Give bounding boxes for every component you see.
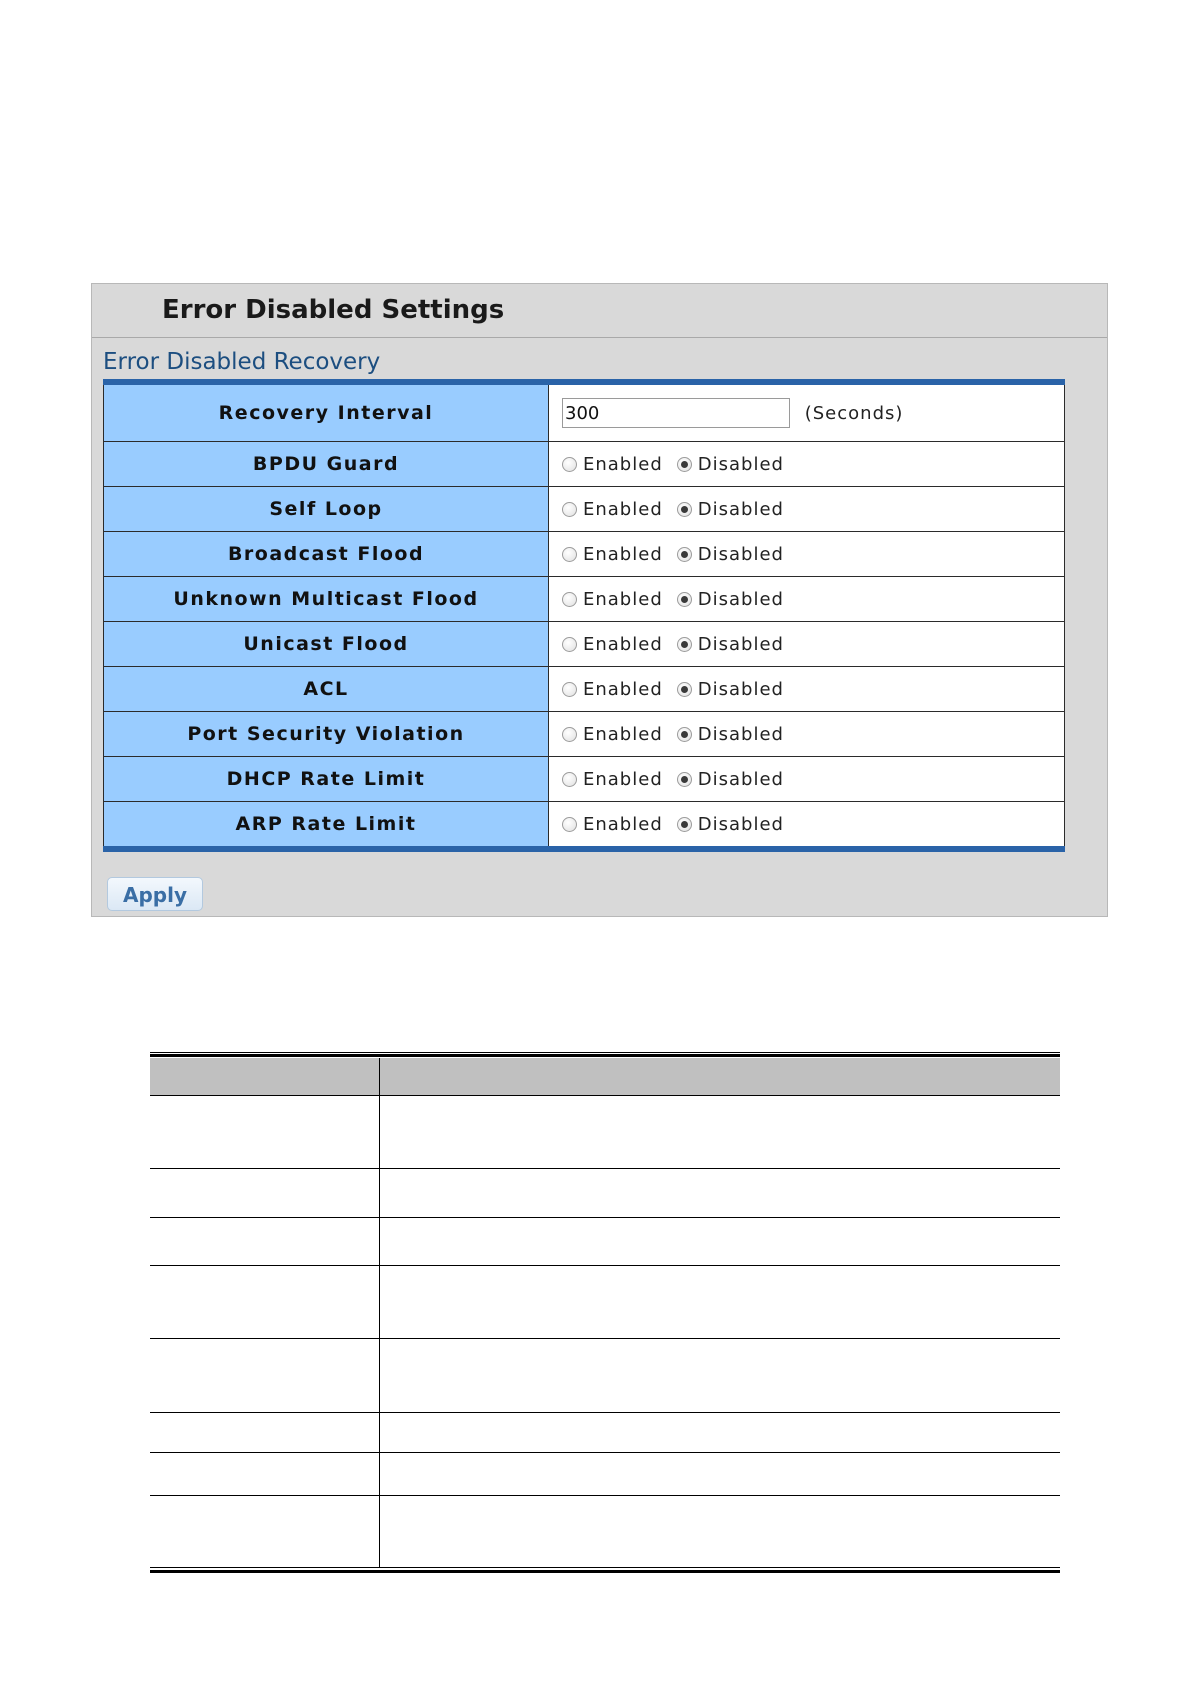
disabled-option-label: Disabled — [697, 498, 784, 520]
recovery-interval-cell — [549, 382, 1065, 442]
table-row — [104, 667, 1065, 712]
setting-label: Unknown Multicast Flood — [104, 577, 549, 622]
unit-label: (Seconds) — [804, 402, 904, 424]
table-row — [104, 802, 1065, 850]
table-bottom-rule — [150, 1567, 1060, 1568]
setting-options-cell — [549, 757, 1065, 802]
recovery-interval-input[interactable] — [562, 398, 790, 428]
disabled-option-label: Disabled — [697, 633, 784, 655]
setting-label: ACL — [104, 667, 549, 712]
disabled-radio[interactable] — [677, 682, 692, 697]
disabled-option-label: Disabled — [697, 453, 784, 475]
enabled-radio[interactable] — [562, 592, 577, 607]
section-title: Error Disabled Recovery — [103, 349, 381, 375]
setting-label: Port Security Violation — [104, 712, 549, 757]
enabled-option-label: Enabled — [583, 543, 663, 565]
table-row — [104, 487, 1065, 532]
disabled-option-label: Disabled — [697, 678, 784, 700]
enabled-radio[interactable] — [562, 727, 577, 742]
table-row — [104, 442, 1065, 487]
setting-options-cell — [549, 622, 1065, 667]
enabled-option-label: Enabled — [583, 768, 663, 790]
disabled-option-label: Disabled — [697, 768, 784, 790]
column-divider — [379, 1058, 380, 1567]
table-top-rule-thick — [150, 1054, 1060, 1057]
table-row — [104, 622, 1065, 667]
setting-options-cell — [549, 667, 1065, 712]
setting-options-cell — [549, 712, 1065, 757]
enabled-radio[interactable] — [562, 817, 577, 832]
row-divider — [150, 1338, 1060, 1339]
recovery-settings-table — [103, 379, 1065, 852]
setting-label: Unicast Flood — [104, 622, 549, 667]
row-divider — [150, 1095, 1060, 1096]
disabled-radio[interactable] — [677, 727, 692, 742]
enabled-option-label: Enabled — [583, 588, 663, 610]
setting-options-cell — [549, 802, 1065, 850]
disabled-option-label: Disabled — [697, 723, 784, 745]
enabled-option-label: Enabled — [583, 723, 663, 745]
enabled-radio[interactable] — [562, 772, 577, 787]
disabled-radio[interactable] — [677, 457, 692, 472]
enabled-radio[interactable] — [562, 547, 577, 562]
row-divider — [150, 1265, 1060, 1266]
disabled-radio[interactable] — [677, 592, 692, 607]
table-row — [104, 712, 1065, 757]
setting-label: ARP Rate Limit — [104, 802, 549, 850]
page-title: Error Disabled Settings — [162, 295, 505, 325]
setting-options-cell — [549, 532, 1065, 577]
row-divider — [150, 1217, 1060, 1218]
disabled-radio[interactable] — [677, 772, 692, 787]
disabled-radio[interactable] — [677, 817, 692, 832]
enabled-radio[interactable] — [562, 457, 577, 472]
enabled-option-label: Enabled — [583, 633, 663, 655]
row-divider — [150, 1495, 1060, 1496]
table-row — [104, 577, 1065, 622]
enabled-option-label: Enabled — [583, 813, 663, 835]
apply-button[interactable]: Apply — [107, 877, 203, 911]
setting-label: Self Loop — [104, 487, 549, 532]
setting-label: Broadcast Flood — [104, 532, 549, 577]
setting-options-cell — [549, 577, 1065, 622]
row-divider — [150, 1412, 1060, 1413]
disabled-radio[interactable] — [677, 502, 692, 517]
setting-options-cell — [549, 442, 1065, 487]
table-row — [104, 382, 1065, 442]
enabled-option-label: Enabled — [583, 498, 663, 520]
enabled-option-label: Enabled — [583, 453, 663, 475]
title-divider — [92, 337, 1107, 338]
enabled-radio[interactable] — [562, 502, 577, 517]
setting-options-cell — [549, 487, 1065, 532]
table-row — [104, 757, 1065, 802]
enabled-radio[interactable] — [562, 682, 577, 697]
error-disabled-settings-panel — [91, 283, 1108, 917]
table-bottom-rule-thick — [150, 1570, 1060, 1573]
row-divider — [150, 1452, 1060, 1453]
table-header-row — [150, 1058, 1060, 1095]
disabled-radio[interactable] — [677, 637, 692, 652]
row-divider — [150, 1168, 1060, 1169]
disabled-radio[interactable] — [677, 547, 692, 562]
enabled-radio[interactable] — [562, 637, 577, 652]
disabled-option-label: Disabled — [697, 588, 784, 610]
enabled-option-label: Enabled — [583, 678, 663, 700]
disabled-option-label: Disabled — [697, 543, 784, 565]
setting-label: DHCP Rate Limit — [104, 757, 549, 802]
table-top-rule — [150, 1052, 1060, 1053]
recovery-interval-label: Recovery Interval — [104, 382, 549, 442]
disabled-option-label: Disabled — [697, 813, 784, 835]
table-row — [104, 532, 1065, 577]
setting-label: BPDU Guard — [104, 442, 549, 487]
